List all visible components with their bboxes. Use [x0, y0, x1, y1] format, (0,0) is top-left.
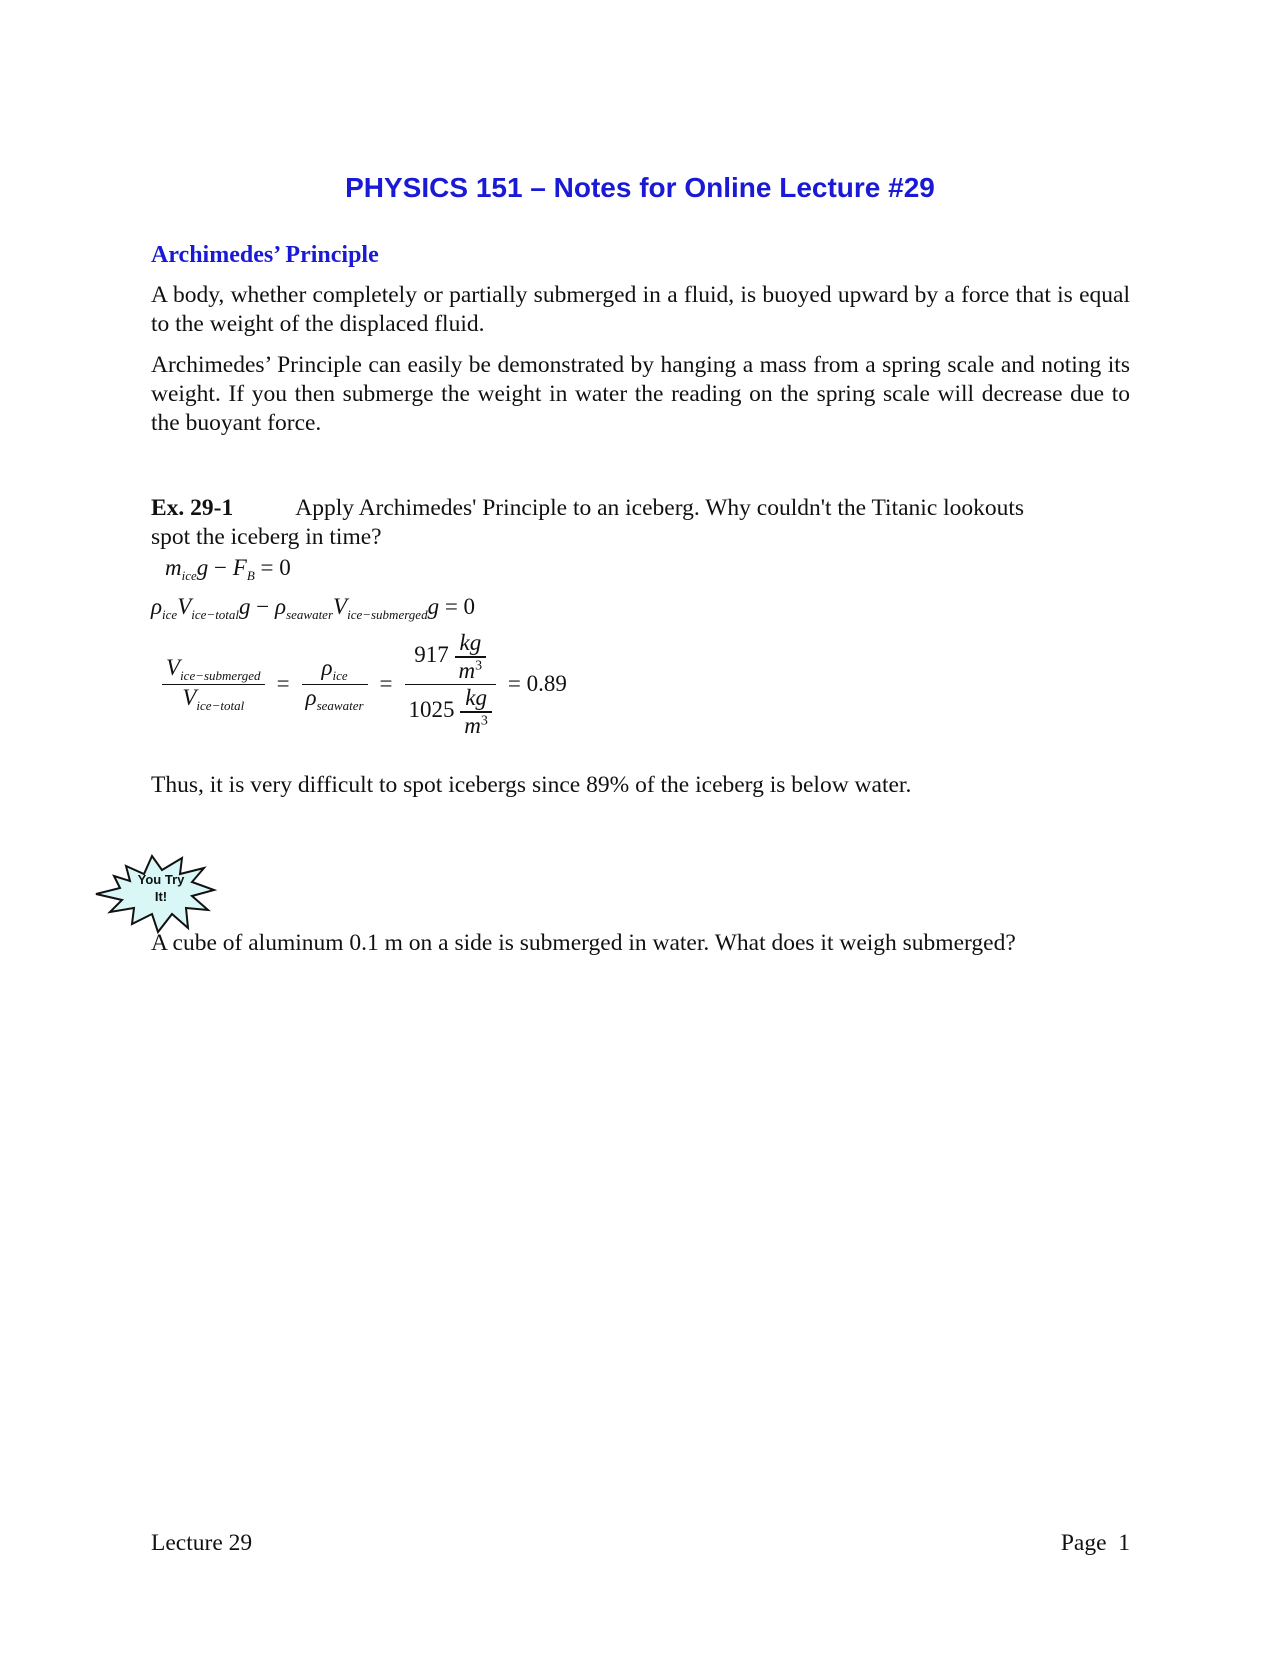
volume-ratio-equation: $\frac{V_{ice-submerged}}{V_{ice-total}}$ = $\frac{\rho_{ice}}{\rho_{seawater}}$ = 917 $\frac{kg}{m^3}$ 1025 $\frac{kg}{m^3}$ = 0.89 [162, 630, 573, 739]
ratio-result: = 0.89 [507, 671, 567, 697]
force-balance-equation: $m_{ice}g - F_B = 0$ [165, 555, 291, 583]
you-try-it-label: You Try It! [137, 872, 185, 904]
volume-fraction: $\frac{V_{ice-submerged}}{V_{ice-total}}$ [162, 655, 265, 715]
example-label: Ex. 29-1 [151, 495, 234, 521]
density-volume-equation: $\rho_{ice}V_{ice-total}g - \rho_{seawater}V_{ice-submerged}g = 0$ [151, 594, 476, 622]
page-title: PHYSICS 151 – Notes for Online Lecture #29 [345, 172, 935, 203]
you-try-problem: A cube of aluminum 0.1 m on a side is submerged in water. What does it weigh submerged? [151, 930, 1016, 956]
numeric-fraction: 917 $\frac{kg}{m^3}$ 1025 $\frac{kg}{m^3}$ [405, 630, 496, 739]
footer-page-number: Page 1 [1060, 1530, 1130, 1556]
example-question [151, 494, 1130, 552]
section-heading: Archimedes’ Principle [151, 242, 379, 268]
principle-demonstration: Archimedes’ Principle can easily be demonstrated by hanging a mass from a spring scale and noting its weight. If you then submerge the weight in water the reading on the spring scale will decrease due to the buoyant force. [151, 352, 1130, 436]
example-question-line1: Apply Archimedes' Principle to an iceberg. Why couldn't the Titanic lookouts [295, 495, 1025, 521]
footer-lecture: Lecture 29 [151, 1530, 253, 1556]
example-question-line2: spot the iceberg in time? [151, 524, 382, 550]
example-conclusion: Thus, it is very difficult to spot icebergs since 89% of the iceberg is below water. [151, 772, 912, 798]
principle-definition: A body, whether completely or partially submerged in a fluid, is buoyed upward by a force that is equal to the weight of the displaced fluid. [151, 282, 1130, 337]
density-fraction: $\frac{\rho_{ice}}{\rho_{seawater}}$ [302, 655, 368, 715]
